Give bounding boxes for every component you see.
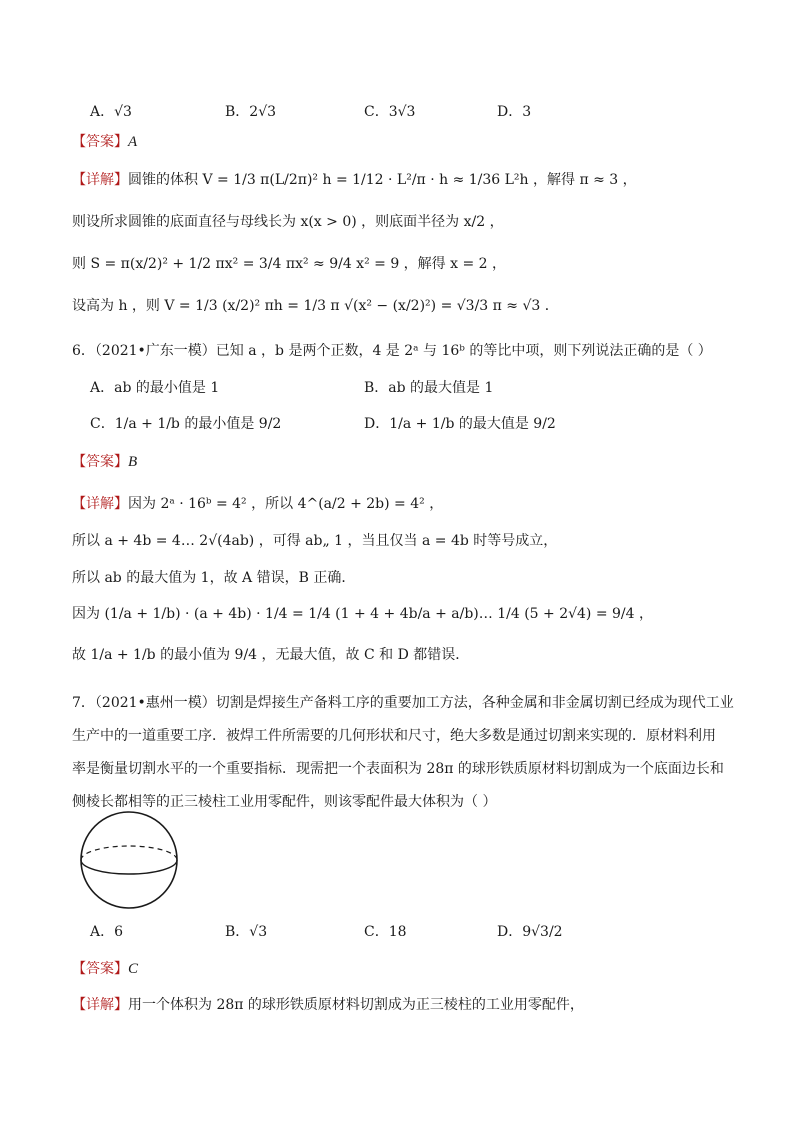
q6-stem: 6．（2021•广东一模）已知 a ，b 是两个正数，4 是 2ᵃ 与 16ᵇ 的等比中项，则下列说法正确的是（ ）	[72, 343, 712, 359]
q5-detail-line-4: 设高为 h ，则 V = 1/3 (x/2)² πh = 1/3 π √(x² − (x/2)²) = √3/3 π ≈ √3 ．	[72, 298, 559, 314]
answer-value: B	[128, 454, 138, 470]
answer-value: A	[128, 134, 138, 150]
q5-detail-line-3: 则 S = π(x/2)² + 1/2 πx² = 3/4 πx² ≈ 9/4 x² = 9 ，解得 x = 2 ，	[72, 256, 507, 272]
answer-tag: 【答案】	[72, 961, 128, 977]
q7-stem-line-1: 7．（2021•惠州一模）切割是焊接生产备料工序的重要加工方法，各种金属和非金属切割已经成为现代工业	[72, 695, 734, 711]
q7-option-d: D．9√3/2	[497, 924, 563, 940]
answer-value: C	[128, 961, 139, 977]
detail-text: 用一个体积为 28π 的球形铁质原材料切割成为正三棱柱的工业用零配件，	[128, 997, 584, 1013]
q5-option-a: A．√3	[90, 104, 132, 120]
q6-option-b: B．ab 的最大值是 1	[364, 380, 494, 396]
q7-stem-line-4: 侧棱长都相等的正三棱柱工业用零配件，则该零配件最大体积为（ ）	[72, 794, 497, 810]
q5-answer	[72, 132, 137, 152]
detail-tag: 【详解】	[72, 997, 128, 1013]
q5-detail-line-2: 则设所求圆锥的底面直径与母线长为 x(x > 0) ，则底面半径为 x/2 ，	[72, 214, 504, 230]
q6-detail-line-5: 故 1/a + 1/b 的最小值为 9/4 ，无最大值，故 C 和 D 都错误．	[72, 647, 470, 663]
q7-option-b: B．√3	[225, 924, 268, 940]
detail-text: 圆锥的体积 V = 1/3 π(L/2π)² h = 1/12 · L²/π · h ≈ 1/36 L²h ，解得 π ≈ 3 ，	[128, 172, 637, 188]
q7-detail-line-1	[72, 995, 584, 1015]
q5-option-c: C．3√3	[364, 104, 416, 120]
detail-text: 因为 2ᵃ · 16ᵇ = 4² ，所以 4^(a/2 + 2b) = 4² ，	[128, 496, 444, 512]
q7-stem-line-3: 率是衡量切割水平的一个重要指标．现需把一个表面积为 28π 的球形铁质原材料切割成为一个底面边长和	[72, 761, 724, 777]
q7-stem-line-2: 生产中的一道重要工序．被焊工件所需要的几何形状和尺寸，绝大多数是通过切割来实现的．原材料利用	[72, 728, 716, 744]
q6-option-d: D．1/a + 1/b 的最大值是 9/2	[364, 416, 556, 432]
q6-detail-line-1	[72, 494, 443, 514]
q7-answer	[72, 959, 138, 979]
answer-tag: 【答案】	[72, 454, 128, 470]
q5-option-d: D．3	[497, 104, 532, 120]
q6-detail-line-4: 因为 (1/a + 1/b) · (a + 4b) · 1/4 = 1/4 (1 + 4 + 4b/a + a/b)… 1/4 (5 + 2√4) = 9/4 ，	[72, 606, 654, 622]
detail-tag: 【详解】	[72, 496, 128, 512]
q6-option-a: A．ab 的最小值是 1	[90, 380, 220, 396]
q6-detail-line-2: 所以 a + 4b = 4… 2√(4ab) ，可得 ab„ 1 ，当且仅当 a = 4b 时等号成立，	[72, 533, 558, 549]
q6-detail-line-3: 所以 ab 的最大值为 1，故 A 错误，B 正确．	[72, 570, 356, 586]
q7-option-c: C．18	[364, 924, 407, 940]
sphere-figure	[74, 810, 184, 910]
q5-option-b: B．2√3	[225, 104, 277, 120]
q7-option-a: A．6	[90, 924, 124, 940]
q6-option-c: C．1/a + 1/b 的最小值是 9/2	[90, 416, 282, 432]
q6-answer	[72, 452, 137, 472]
detail-tag: 【详解】	[72, 172, 128, 188]
q5-detail-line-1	[72, 170, 637, 190]
answer-tag: 【答案】	[72, 134, 128, 150]
